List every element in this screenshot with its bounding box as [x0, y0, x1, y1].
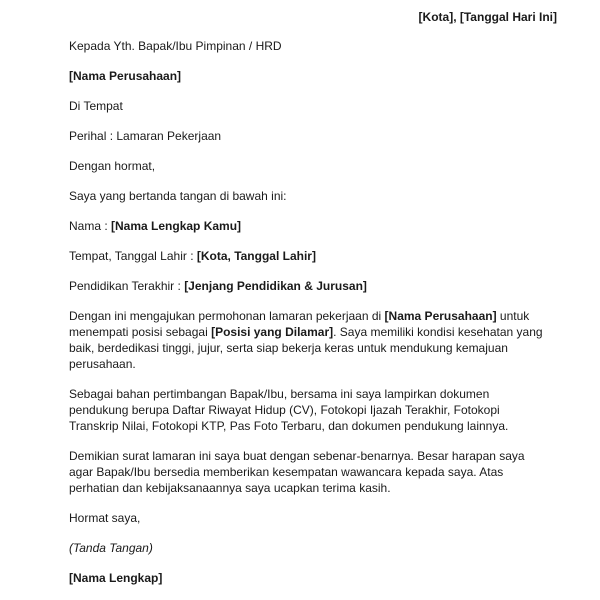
field-birth: [69, 248, 549, 264]
date-line: [Kota], [Tanggal Hari Ini]: [418, 10, 557, 24]
recipient: Kepada Yth. Bapak/Ibu Pimpinan / HRD: [69, 39, 282, 53]
closing: Hormat saya,: [69, 511, 141, 525]
para1-company: [Nama Perusahaan]: [384, 309, 497, 323]
subject: Perihal : Lamaran Pekerjaan: [69, 129, 222, 143]
intro: Saya yang bertanda tangan di bawah ini:: [69, 189, 287, 203]
letter-body: [69, 38, 549, 600]
field-name: [69, 218, 549, 234]
para1-text3: . Saya memiliki kondisi kesehatan yang baik, berdedikasi tinggi, jujur, serta siap bekerja keras untuk mendukung kemajuan perusahaan.: [69, 325, 543, 371]
paragraph-application: [69, 308, 549, 372]
field-birth-label: Tempat, Tanggal Lahir :: [69, 249, 197, 263]
location: Di Tempat: [69, 99, 123, 113]
company-name: [Nama Perusahaan]: [69, 69, 182, 83]
signature-placeholder: (Tanda Tangan): [69, 541, 153, 555]
paragraph-attachments: Sebagai bahan pertimbangan Bapak/Ibu, bersama ini saya lampirkan dokumen pendukung berupa Daftar Riwayat Hidup (CV), Fotokopi Ijazah Terakhir, Fotokopi Transkrip Nilai, Fotokopi KTP, Pas Foto Terbaru, dan dokumen pendukung lainnya.: [69, 387, 509, 433]
para1-text2: untuk menempati posisi sebagai: [69, 309, 530, 339]
field-birth-value: [Kota, Tanggal Lahir]: [196, 249, 316, 263]
field-name-value: [Nama Lengkap Kamu]: [111, 219, 242, 233]
greeting: Dengan hormat,: [69, 159, 156, 173]
field-education: [69, 278, 549, 294]
para1-position: [Posisi yang Dilamar]: [211, 325, 334, 339]
field-name-label: Nama :: [69, 219, 112, 233]
para1-text1: Dengan ini mengajukan permohonan lamaran pekerjaan di: [69, 309, 385, 323]
field-education-value: [Jenjang Pendidikan & Jurusan]: [184, 279, 367, 293]
signer-name: [Nama Lengkap]: [69, 571, 163, 585]
paragraph-closing: Demikian surat lamaran ini saya buat dengan sebenar-benarnya. Besar harapan saya agar Bapak/Ibu bersedia memberikan kesempatan wawancara kepada saya. Atas perhatian dan kebijaksanaannya saya ucapkan terima kasih.: [69, 449, 525, 495]
field-education-label: Pendidikan Terakhir :: [69, 279, 185, 293]
